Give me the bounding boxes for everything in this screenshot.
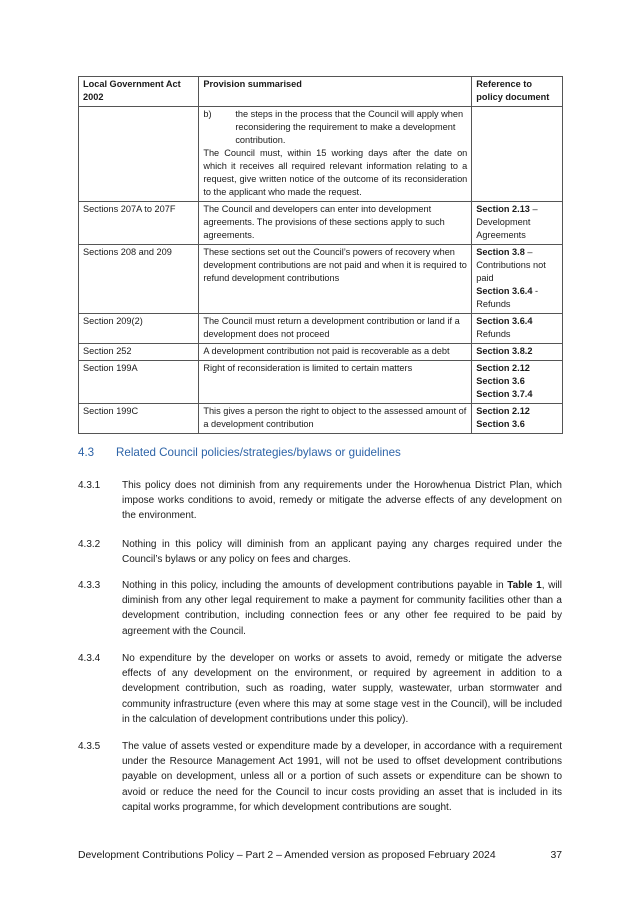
paragraph-number: 4.3.5 xyxy=(78,741,101,752)
reference-bold: Section 3.7.4 xyxy=(476,389,533,399)
table-row xyxy=(79,361,563,404)
provision-cell: These sections set out the Council’s powers of recovery when development contributions are not paid and when it is required to refund development contributions xyxy=(199,245,472,314)
act-cell: Section 199A xyxy=(79,361,199,404)
sub-item xyxy=(203,108,467,147)
paragraph-text-part: Nothing in this policy, including the amounts of development contributions payable in xyxy=(122,580,508,591)
table-row xyxy=(79,107,563,202)
reference-bold: Section 2.12 xyxy=(476,363,530,373)
act-cell: Section 199C xyxy=(79,404,199,434)
paragraph-text: Nothing in this policy will diminish from an applicant paying any charges required under the Council’s bylaws or any policy on fees and charges. xyxy=(122,539,562,566)
paragraph-text: The value of assets vested or expenditure made by a developer, in accordance with a requirement under the Resource Management Act 1991, will not be used to offset development contributions payable on development, unless all or a portion of such assets or expenditure can be shown to avoid or reduce the need for the Council to incur costs providing an asset that is included in its capital works programme, for which development contributions are sought. xyxy=(122,741,562,813)
paragraph-number: 4.3.4 xyxy=(78,653,101,664)
page-footer xyxy=(78,850,562,861)
reference-cell xyxy=(472,107,563,202)
paragraph-text-part: , will diminish from any other legal requirement to make a payment for community facilities other than a development contribution, including connection fees or any other fee required to be paid by agreement with the Council. xyxy=(122,580,562,637)
reference-cell xyxy=(472,314,563,344)
reference-bold: Section 3.6 xyxy=(476,419,525,429)
reference-bold: Section 3.6 xyxy=(476,376,525,386)
reference-cell xyxy=(472,245,563,314)
table-reference: Table 1 xyxy=(507,580,542,591)
act-cell xyxy=(79,107,199,202)
reference-line xyxy=(476,246,558,285)
header-reference: Reference to policy document xyxy=(472,77,563,107)
reference-cell: Section 3.8.2 xyxy=(472,344,563,361)
reference-text: – Contributions not paid xyxy=(476,247,546,283)
provision-cell: This gives a person the right to object to the assessed amount of a development contribution xyxy=(199,404,472,434)
reference-text: – Development Agreements xyxy=(476,204,538,240)
paragraph-text: No expenditure by the developer on works or assets to avoid, remedy or mitigate the adverse effects of any development on the environment, or required by agreement in addition to a development contribution, such as roading, water supply, wastewater, urban stormwater and community infrastructure (even where this may at some stage vest in the Council), will be included in the calculation of development contributions under this policy). xyxy=(122,653,562,725)
reference-cell xyxy=(472,361,563,404)
paragraph-number: 4.3.3 xyxy=(78,580,101,591)
reference-bold: Section 3.8 xyxy=(476,247,525,257)
table-row xyxy=(79,245,563,314)
paragraph-4-3-3 xyxy=(78,578,562,639)
act-cell: Section 209(2) xyxy=(79,314,199,344)
act-cell: Section 252 xyxy=(79,344,199,361)
reference-bold: Section 3.6.4 xyxy=(476,316,533,326)
paragraph-number: 4.3.1 xyxy=(78,480,101,491)
reference-cell xyxy=(472,202,563,245)
provision-text: The Council must, within 15 working days after the date on which it receives all required relevant information relating to a request, give written notice of the outcome of its reconsideration to the applicant who made the request. xyxy=(203,148,468,197)
paragraph-text xyxy=(122,578,562,639)
reference-bold: Section 2.13 xyxy=(476,204,530,214)
sub-item-label: b) xyxy=(203,109,212,119)
header-act: Local Government Act 2002 xyxy=(79,77,199,107)
act-cell: Sections 207A to 207F xyxy=(79,202,199,245)
section-number: 4.3 xyxy=(78,446,95,459)
table-row xyxy=(79,314,563,344)
provision-cell xyxy=(199,107,472,202)
provision-cell: The Council must return a development contribution or land if a development does not proceed xyxy=(199,314,472,344)
page-number: 37 xyxy=(550,850,562,861)
paragraph-4-3-4 xyxy=(78,651,562,727)
reference-bold: Section 2.12 xyxy=(476,406,530,416)
reference-cell xyxy=(472,404,563,434)
table-row xyxy=(79,202,563,245)
paragraph-text: This policy does not diminish from any requirements under the Horowhenua District Plan, which impose works conditions to avoid, remedy or mitigate the adverse effects of any development on the environment. xyxy=(122,480,562,522)
paragraph-4-3-5 xyxy=(78,739,562,815)
provision-cell: A development contribution not paid is recoverable as a debt xyxy=(199,344,472,361)
reference-bold: Section 3.6.4 xyxy=(476,286,533,296)
provision-cell: The Council and developers can enter into development agreements. The provisions of these sections apply to such agreements. xyxy=(199,202,472,245)
reference-text: - Refunds xyxy=(476,286,539,309)
header-provision: Provision summarised xyxy=(199,77,472,107)
provisions-table xyxy=(78,76,563,434)
paragraph-4-3-2 xyxy=(78,537,562,567)
reference-line xyxy=(476,285,558,311)
paragraph-number: 4.3.2 xyxy=(78,539,101,550)
section-heading xyxy=(78,446,401,459)
footer-title: Development Contributions Policy – Part 2 – Amended version as proposed February 2024 xyxy=(78,850,496,861)
paragraph-4-3-1 xyxy=(78,478,562,524)
table-row xyxy=(79,344,563,361)
table-row xyxy=(79,404,563,434)
provision-cell: Right of reconsideration is limited to certain matters xyxy=(199,361,472,404)
table-header-row xyxy=(79,77,563,107)
reference-text: Refunds xyxy=(476,329,511,339)
section-title: Related Council policies/strategies/bylaws or guidelines xyxy=(116,446,401,459)
act-cell: Sections 208 and 209 xyxy=(79,245,199,314)
sub-item-text: the steps in the process that the Council will apply when reconsidering the requirement to make a development contribution. xyxy=(235,109,464,145)
